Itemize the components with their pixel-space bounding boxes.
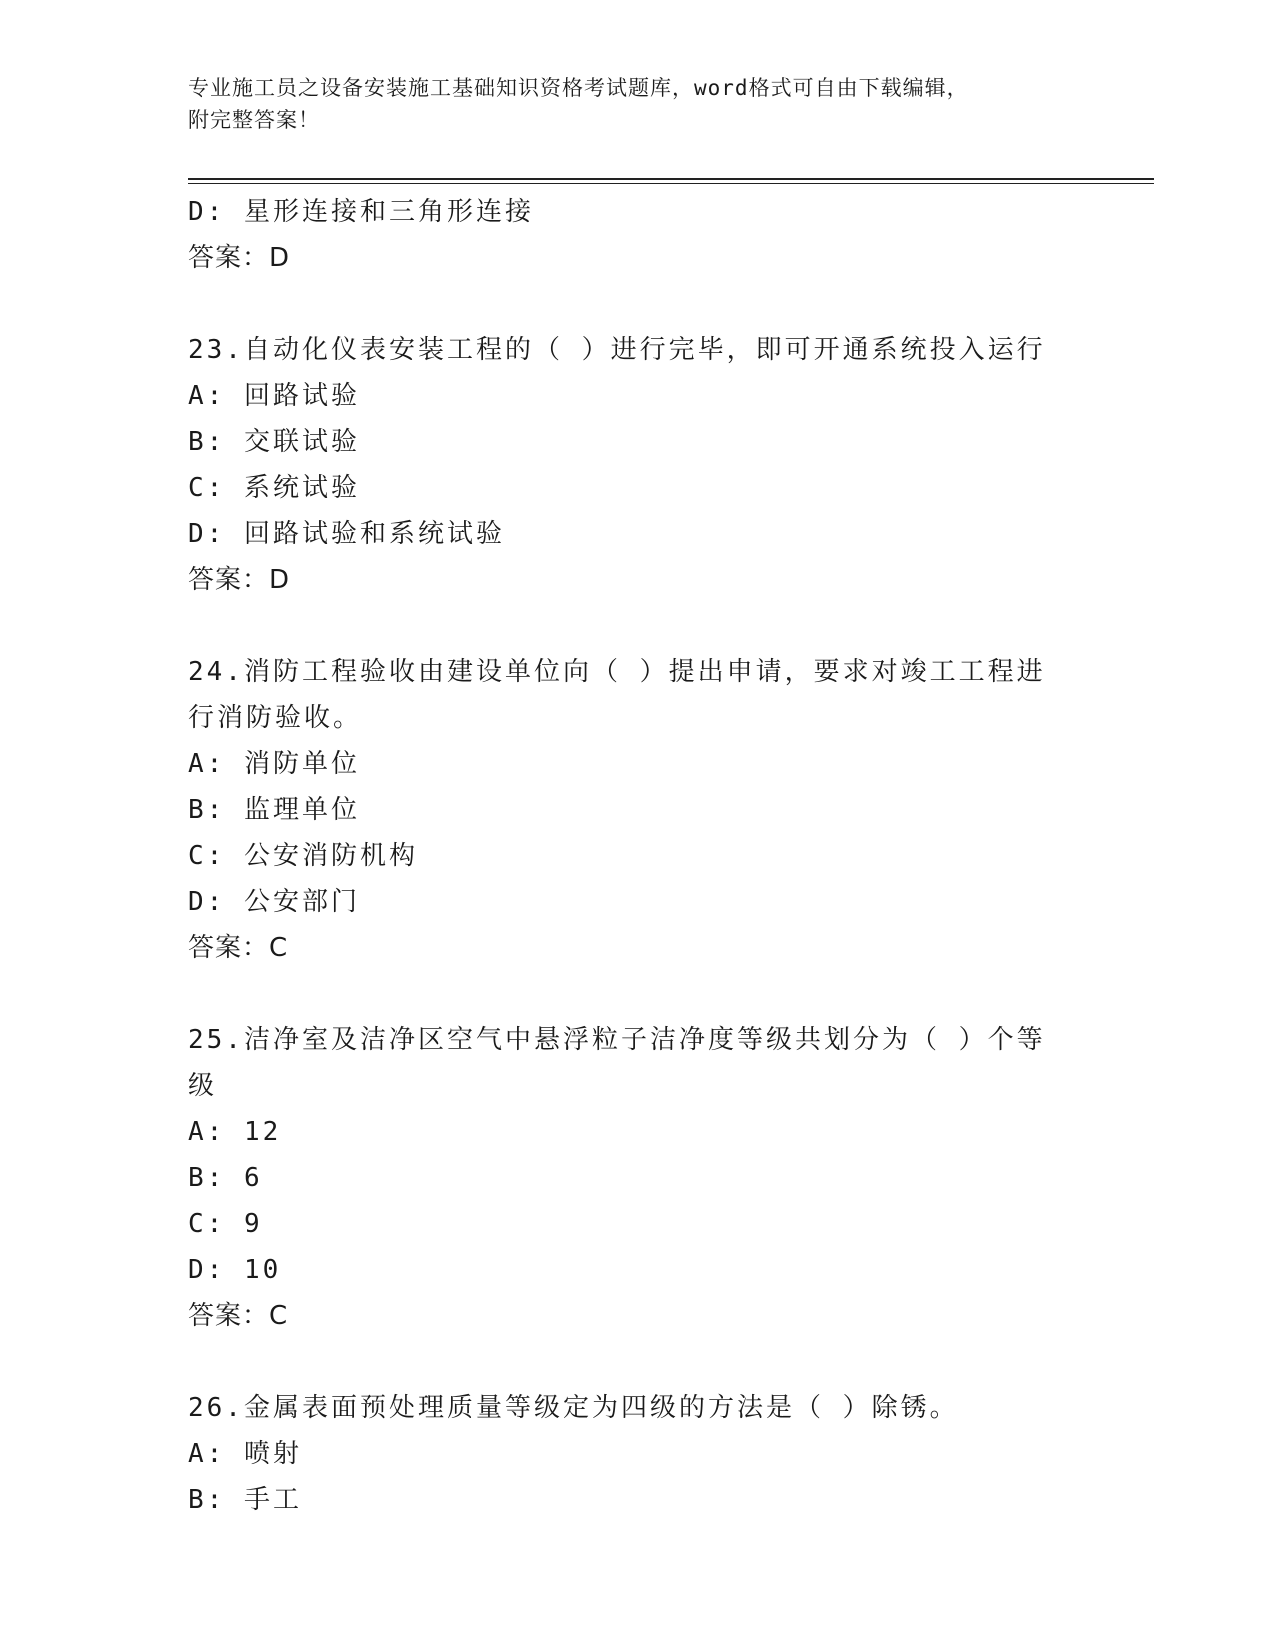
header-divider-thin bbox=[188, 183, 1154, 184]
header-divider-thick bbox=[188, 178, 1154, 180]
option-b: B: 交联试验 bbox=[188, 427, 360, 457]
option-d: D: 公安部门 bbox=[188, 887, 360, 917]
option-c: C: 9 bbox=[188, 1209, 263, 1239]
option-c: C: 公安消防机构 bbox=[188, 841, 418, 871]
option-d: D: 10 bbox=[188, 1255, 282, 1285]
option-d: D: 回路试验和系统试验 bbox=[188, 519, 505, 549]
carryover-question bbox=[188, 189, 1088, 281]
question-title: 23.自动化仪表安装工程的（ ）进行完毕，即可开通系统投入运行 bbox=[188, 335, 1046, 365]
header-line-2: 附完整答案！ bbox=[188, 108, 320, 132]
question-23 bbox=[188, 327, 1088, 603]
document-header bbox=[188, 72, 1148, 136]
option-b: B: 6 bbox=[188, 1163, 263, 1193]
option-a: A: 12 bbox=[188, 1117, 282, 1147]
question-24 bbox=[188, 649, 1088, 971]
question-list bbox=[188, 189, 1088, 1523]
answer: 答案：D bbox=[188, 243, 291, 273]
question-title: 25.洁净室及洁净区空气中悬浮粒子洁净度等级共划分为（ ）个等级 bbox=[188, 1025, 1046, 1101]
header-line-1: 专业施工员之设备安装施工基础知识资格考试题库，word格式可自由下载编辑， bbox=[188, 76, 969, 100]
option-a: A: 回路试验 bbox=[188, 381, 360, 411]
option-b: B: 手工 bbox=[188, 1485, 302, 1515]
question-26 bbox=[188, 1385, 1088, 1523]
option-b: B: 监理单位 bbox=[188, 795, 360, 825]
option-c: C: 系统试验 bbox=[188, 473, 360, 503]
answer: 答案：C bbox=[188, 1301, 289, 1331]
question-title: 24.消防工程验收由建设单位向（ ）提出申请，要求对竣工工程进行消防验收。 bbox=[188, 657, 1046, 733]
option-a: A: 消防单位 bbox=[188, 749, 360, 779]
answer: 答案：D bbox=[188, 565, 291, 595]
question-25 bbox=[188, 1017, 1088, 1339]
option-a: A: 喷射 bbox=[188, 1439, 302, 1469]
question-title: 26.金属表面预处理质量等级定为四级的方法是（ ）除锈。 bbox=[188, 1393, 959, 1423]
answer: 答案：C bbox=[188, 933, 289, 963]
option-d: D: 星形连接和三角形连接 bbox=[188, 197, 534, 227]
